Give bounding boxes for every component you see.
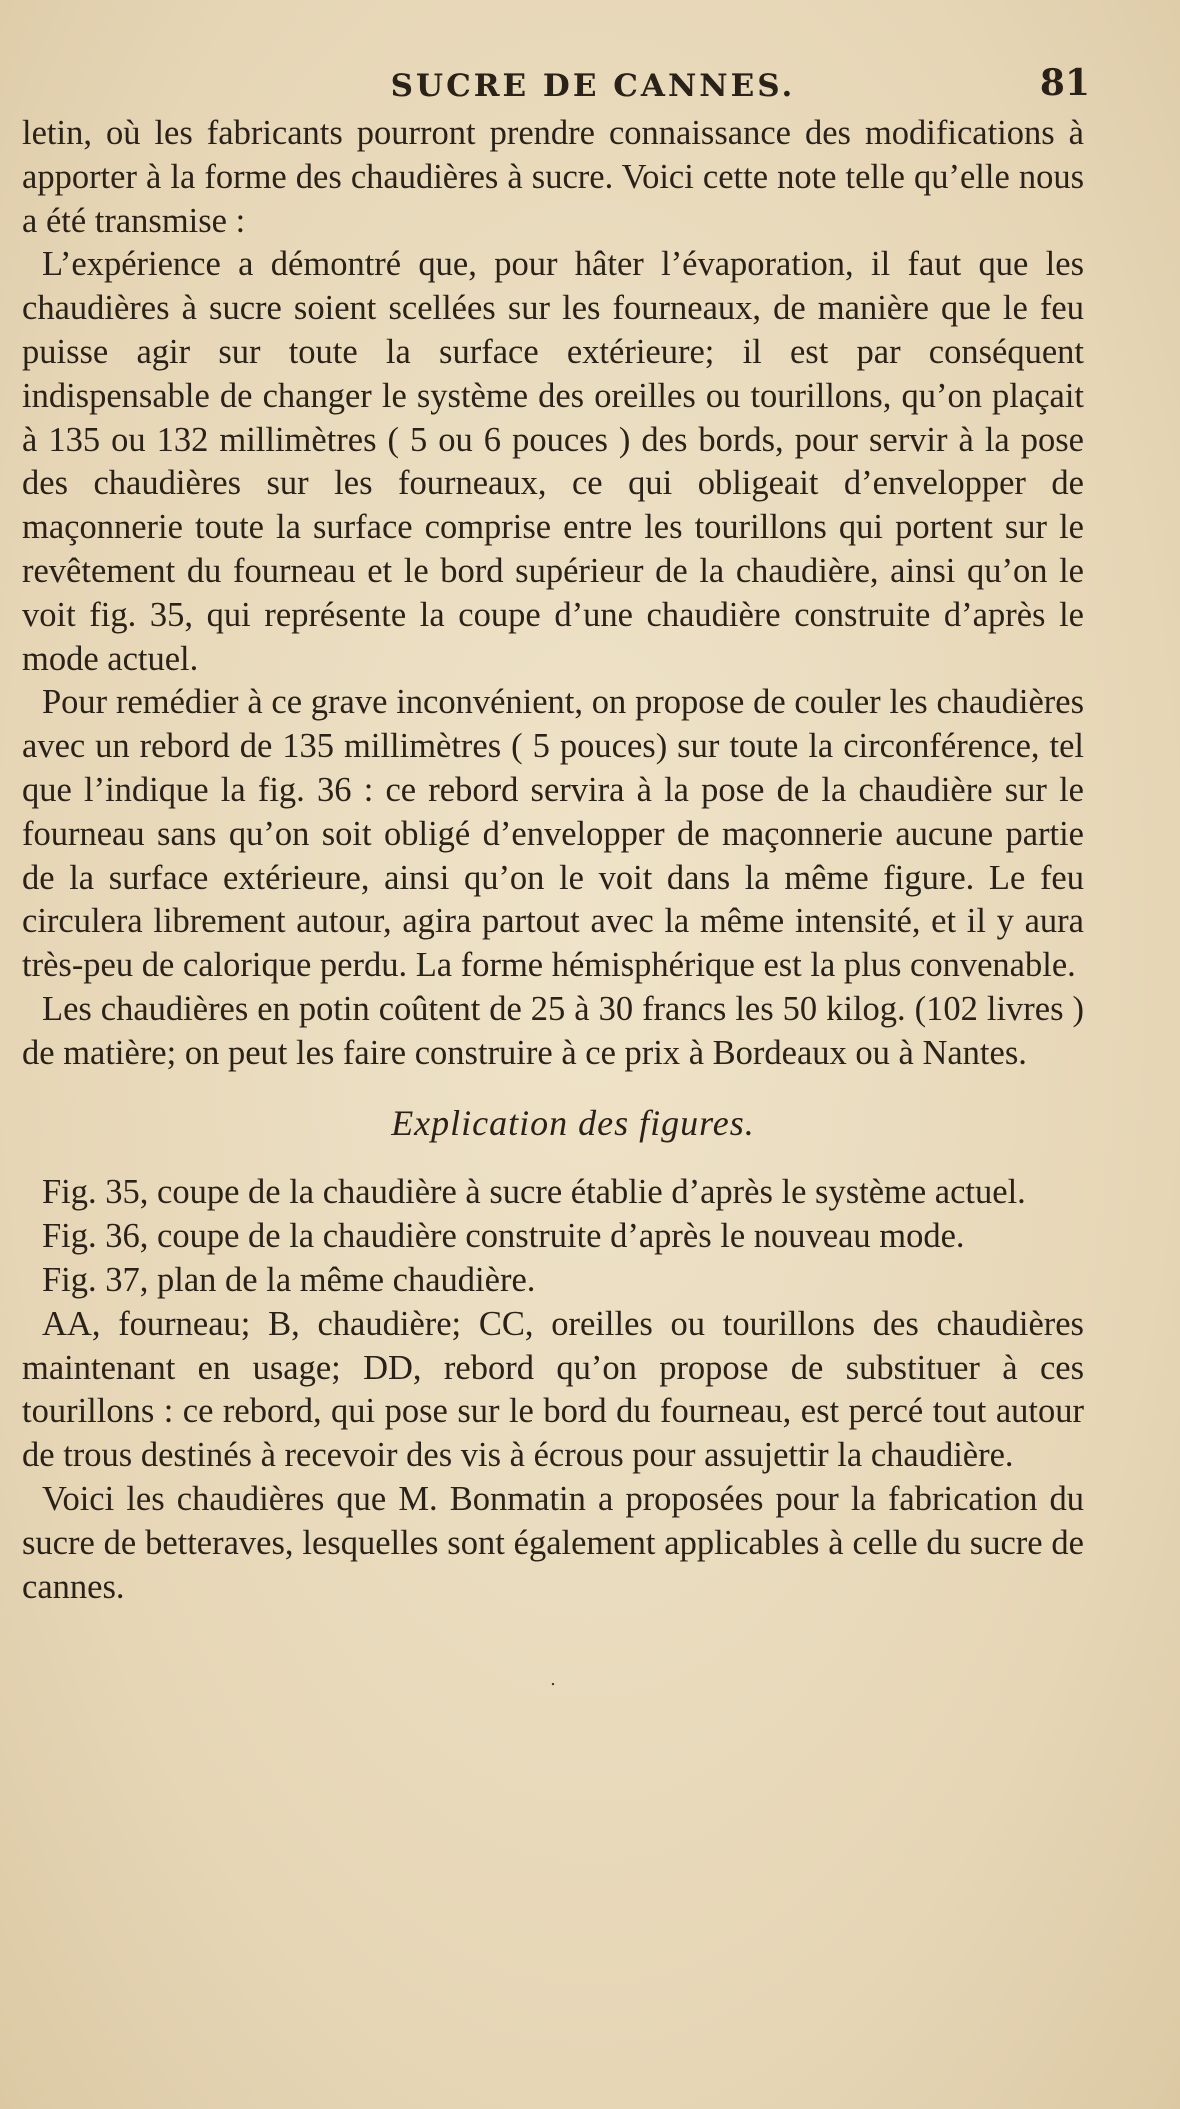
paragraph-bonmatin: Voici les chaudières que M. Bonmatin a proposées pour la fabrication du sucre de betteraves, lesquelles sont également applicables à celle du sucre de cannes. xyxy=(22,1479,1084,1606)
paragraph-remedy: Pour remédier à ce grave inconvénient, on propose de couler les chaudières avec un rebord de 135 millimètres ( 5 pouces) sur toute la circonférence, tel que l’indique la fig. 36 : ce rebord servira à la pose de la chaudière sur le fourneau sans qu’on soit obligé d’envelopper de maçonnerie aucune partie de la surface extérieure, ainsi qu’on le voit dans la même figure. Le feu circulera librement autour, agira partout avec la même intensité, et il y aura très-peu de calorique perdu. La forme hémisphérique est la plus convenable. xyxy=(22,683,1084,985)
explanation-legend: AA, fourneau; B, chaudière; CC, oreilles ou tourillons des chaudières maintenant en usage; DD, rebord qu’on propose de substituer à ces tourillons : ce rebord, qui pose sur le bord du fourneau, est percé tout autour de trous destinés à recevoir des vis à écrous pour assujettir la chaudière. xyxy=(22,1304,1084,1475)
explanation-fig-37: Fig. 37, plan de la même chaudière. xyxy=(42,1260,536,1299)
footer-mark: . xyxy=(550,1669,556,1691)
running-head: SUCRE DE CANNES. xyxy=(390,68,796,104)
paragraph-prices: Les chaudières en potin coûtent de 25 à 30 francs les 50 kilog. (102 livres ) de matière; on peut les faire construire à ce prix à Bordeaux ou à Nantes. xyxy=(22,989,1084,1072)
explanation-fig-36: Fig. 36, coupe de la chaudière construite d’après le nouveau mode. xyxy=(42,1217,965,1256)
paragraph-experience: L’expérience a démontré que, pour hâter l’évaporation, il faut que les chaudières à sucre soient scellées sur les fourneaux, de manière que le feu puisse agir sur toute la surface extérieure; il est par conséquent indispensable de changer le système des oreilles ou tourillons, qu’on plaçait à 135 ou 132 millimètres ( 5 ou 6 pouces ) des bords, pour servir à la pose des chaudières sur les fourneaux, ce qui obligeait d’envelopper de maçonnerie toute la surface comprise entre les tourillons qui portent sur le revêtement du fourneau et le bord supérieur de la chaudière, ainsi qu’on le voit fig. 35, qui représente la coupe d’une chaudière construite d’après le mode actuel. xyxy=(22,245,1084,678)
page-number: 81 xyxy=(1039,62,1090,104)
section-heading: Explication des figures. xyxy=(391,1102,755,1143)
explanation-fig-35: Fig. 35, coupe de la chaudière à sucre établie d’après le système actuel. xyxy=(42,1173,1026,1212)
paragraph-continuation: letin, où les fabricants pourront prendre connaissance des modifications à apporter à la forme des chaudières à sucre. Voici cette note telle qu’elle nous a été transmise : xyxy=(22,114,1084,240)
page-header xyxy=(22,58,1090,112)
body-text xyxy=(22,112,1084,1609)
